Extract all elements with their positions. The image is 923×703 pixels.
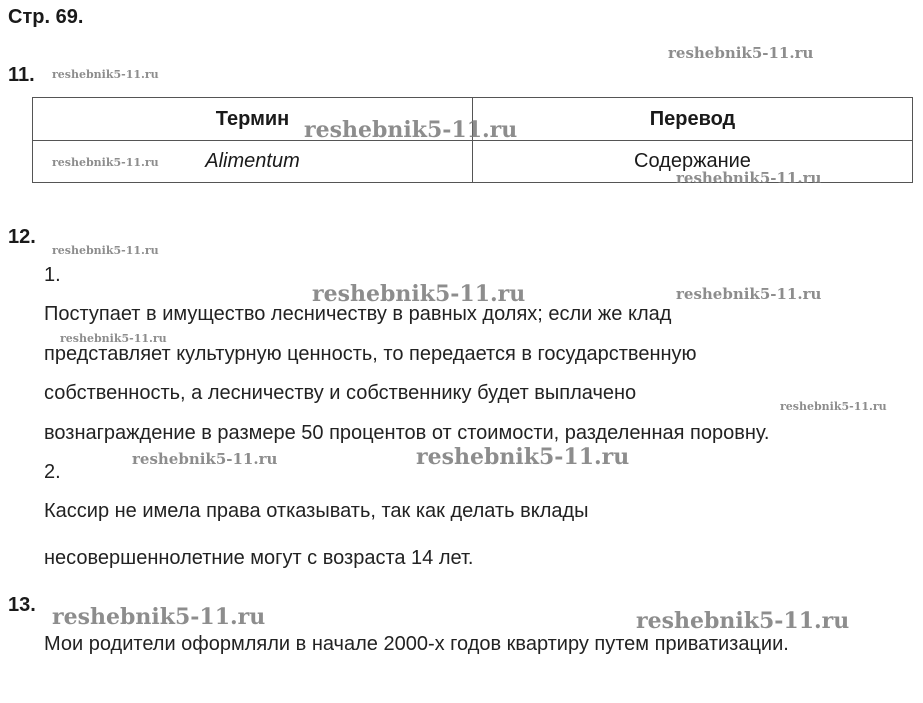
watermark: reshebnik5-11.ru <box>52 156 159 169</box>
watermark: reshebnik5-11.ru <box>312 281 526 307</box>
task-13-text: Мои родители оформляли в начале 2000-х годов квартиру путем приватизации. <box>44 633 789 655</box>
watermark: reshebnik5-11.ru <box>304 117 518 143</box>
task-12-item-2-line: Кассир не имела права отказывать, так как делать вклады <box>44 500 589 522</box>
watermark: reshebnik5-11.ru <box>132 450 278 468</box>
task-13-number: 13. <box>8 594 36 616</box>
watermark: reshebnik5-11.ru <box>780 400 887 413</box>
watermark: reshebnik5-11.ru <box>52 68 159 81</box>
translation-cell: Содержание <box>473 141 913 183</box>
watermark: reshebnik5-11.ru <box>52 244 159 257</box>
task-12-item-1-line: собственность, а лесничеству и собственнику будет выплачено <box>44 382 637 404</box>
task-12-item-2-number: 2. <box>44 461 61 483</box>
watermark: reshebnik5-11.ru <box>60 332 167 345</box>
column-header-term: Термин <box>33 98 473 141</box>
task-12-item-2-line: несовершеннолетние могут с возраста 14 лет. <box>44 547 474 569</box>
watermark: reshebnik5-11.ru <box>676 169 822 187</box>
watermark: reshebnik5-11.ru <box>668 44 814 62</box>
task-12-number: 12. <box>8 226 36 248</box>
column-header-translation: Перевод <box>473 98 913 141</box>
task-12-item-1-number: 1. <box>44 264 61 286</box>
page-title: Стр. 69. <box>8 6 84 28</box>
task-12-item-1-line: вознаграждение в размере 50 процентов от стоимости, разделенная поровну. <box>44 422 770 444</box>
watermark: reshebnik5-11.ru <box>416 444 630 470</box>
watermark: reshebnik5-11.ru <box>676 285 822 303</box>
term-cell: Alimentum <box>33 141 473 183</box>
task-12-item-1-line: представляет культурную ценность, то передается в государственную <box>44 343 697 365</box>
task-12-item-1-line: Поступает в имущество лесничеству в равных долях; если же клад <box>44 303 672 325</box>
task-11-number: 11. <box>8 64 35 86</box>
watermark: reshebnik5-11.ru <box>52 604 266 630</box>
watermark: reshebnik5-11.ru <box>636 608 850 634</box>
